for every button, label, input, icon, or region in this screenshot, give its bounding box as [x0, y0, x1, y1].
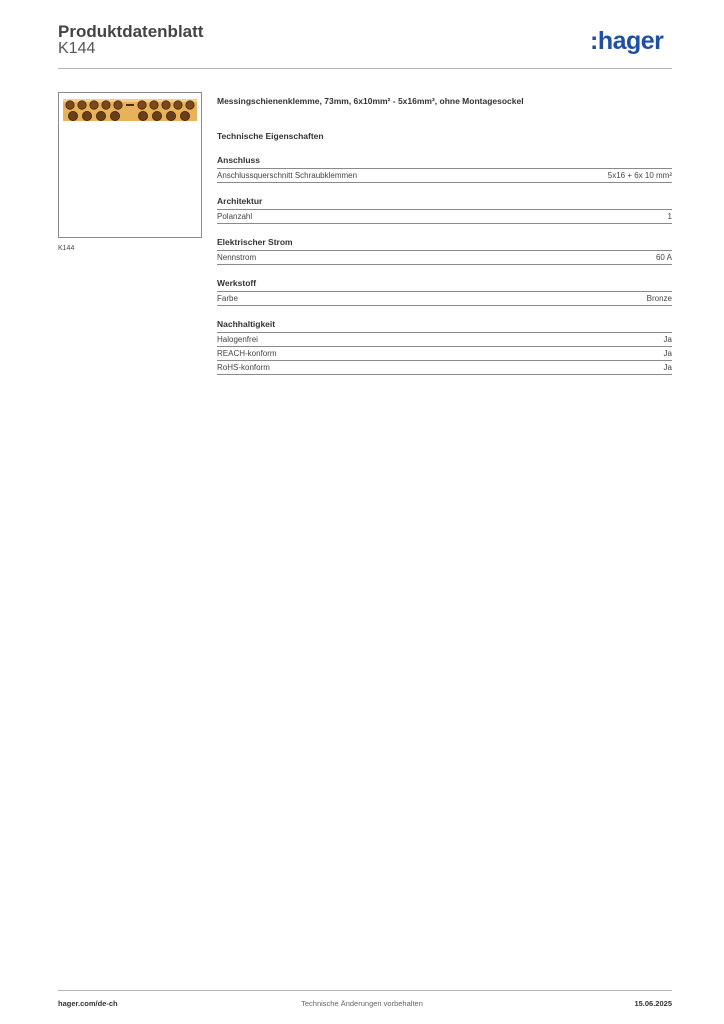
group-elektrischer-strom	[217, 237, 672, 265]
page-title: Produktdatenblatt	[58, 22, 204, 41]
header-divider	[58, 68, 672, 69]
footer-date: 15.06.2025	[634, 999, 672, 1008]
terminal-screw	[180, 111, 189, 120]
product-description: Messingschienenklemme, 73mm, 6x10mm² - 5x16mm², ohne Montagesockel	[217, 96, 524, 106]
terminal-screw	[138, 111, 147, 120]
group-title: Werkstoff	[217, 278, 672, 292]
brass-terminal-block-icon	[63, 97, 197, 123]
group-anschluss	[217, 155, 672, 183]
property-value: Ja	[663, 335, 672, 344]
terminal-screw	[152, 111, 161, 120]
property-label: Polanzahl	[217, 212, 253, 221]
group-architektur	[217, 196, 672, 224]
footer-divider	[58, 990, 672, 991]
terminal-screw	[174, 101, 182, 109]
property-value: Ja	[663, 363, 672, 372]
property-row	[217, 333, 672, 347]
property-row	[217, 347, 672, 361]
group-title: Nachhaltigkeit	[217, 319, 672, 333]
group-title: Elektrischer Strom	[217, 237, 672, 251]
property-value: 60 A	[655, 253, 672, 262]
section-title: Technische Eigenschaften	[217, 131, 324, 141]
property-row	[217, 251, 672, 265]
property-row	[217, 169, 672, 183]
group-nachhaltigkeit	[217, 319, 672, 375]
property-label: Nennstrom	[217, 253, 257, 262]
property-value: Bronze	[646, 294, 672, 303]
terminal-screw	[110, 111, 119, 120]
terminal-screw	[82, 111, 91, 120]
property-value: 5x16 + 6x 10 mm²	[607, 171, 672, 180]
terminal-screw	[166, 111, 175, 120]
hager-logo: :hager	[590, 27, 664, 55]
property-label: REACH-konform	[217, 349, 277, 358]
terminal-screw	[138, 101, 146, 109]
terminal-screw	[68, 111, 77, 120]
property-row	[217, 361, 672, 375]
property-value: Ja	[663, 349, 672, 358]
group-title: Architektur	[217, 196, 672, 210]
terminal-screw	[90, 101, 98, 109]
terminal-screw	[102, 101, 110, 109]
footer-website: hager.com/de-ch	[58, 999, 118, 1008]
terminal-screw	[114, 101, 122, 109]
group-title: Anschluss	[217, 155, 672, 169]
product-image-frame	[58, 92, 202, 238]
terminal-screw	[96, 111, 105, 120]
property-label: RoHS-konform	[217, 363, 270, 372]
group-werkstoff	[217, 278, 672, 306]
terminal-screw	[150, 101, 158, 109]
terminal-screw	[186, 101, 194, 109]
image-caption: K144	[58, 245, 75, 252]
terminal-screw	[66, 101, 74, 109]
logo-text: hager	[597, 27, 664, 55]
property-row	[217, 292, 672, 306]
property-label: Anschlussquerschnitt Schraubklemmen	[217, 171, 358, 180]
product-details	[217, 96, 672, 375]
terminal-screw	[78, 101, 86, 109]
terminal-divider	[126, 104, 134, 106]
property-label: Farbe	[217, 294, 238, 303]
property-row	[217, 210, 672, 224]
property-label: Halogenfrei	[217, 335, 258, 344]
product-id: K144	[58, 40, 96, 57]
footer-notice: Technische Änderungen vorbehalten	[301, 999, 423, 1008]
terminal-screw	[162, 101, 170, 109]
property-value: 1	[667, 212, 672, 221]
